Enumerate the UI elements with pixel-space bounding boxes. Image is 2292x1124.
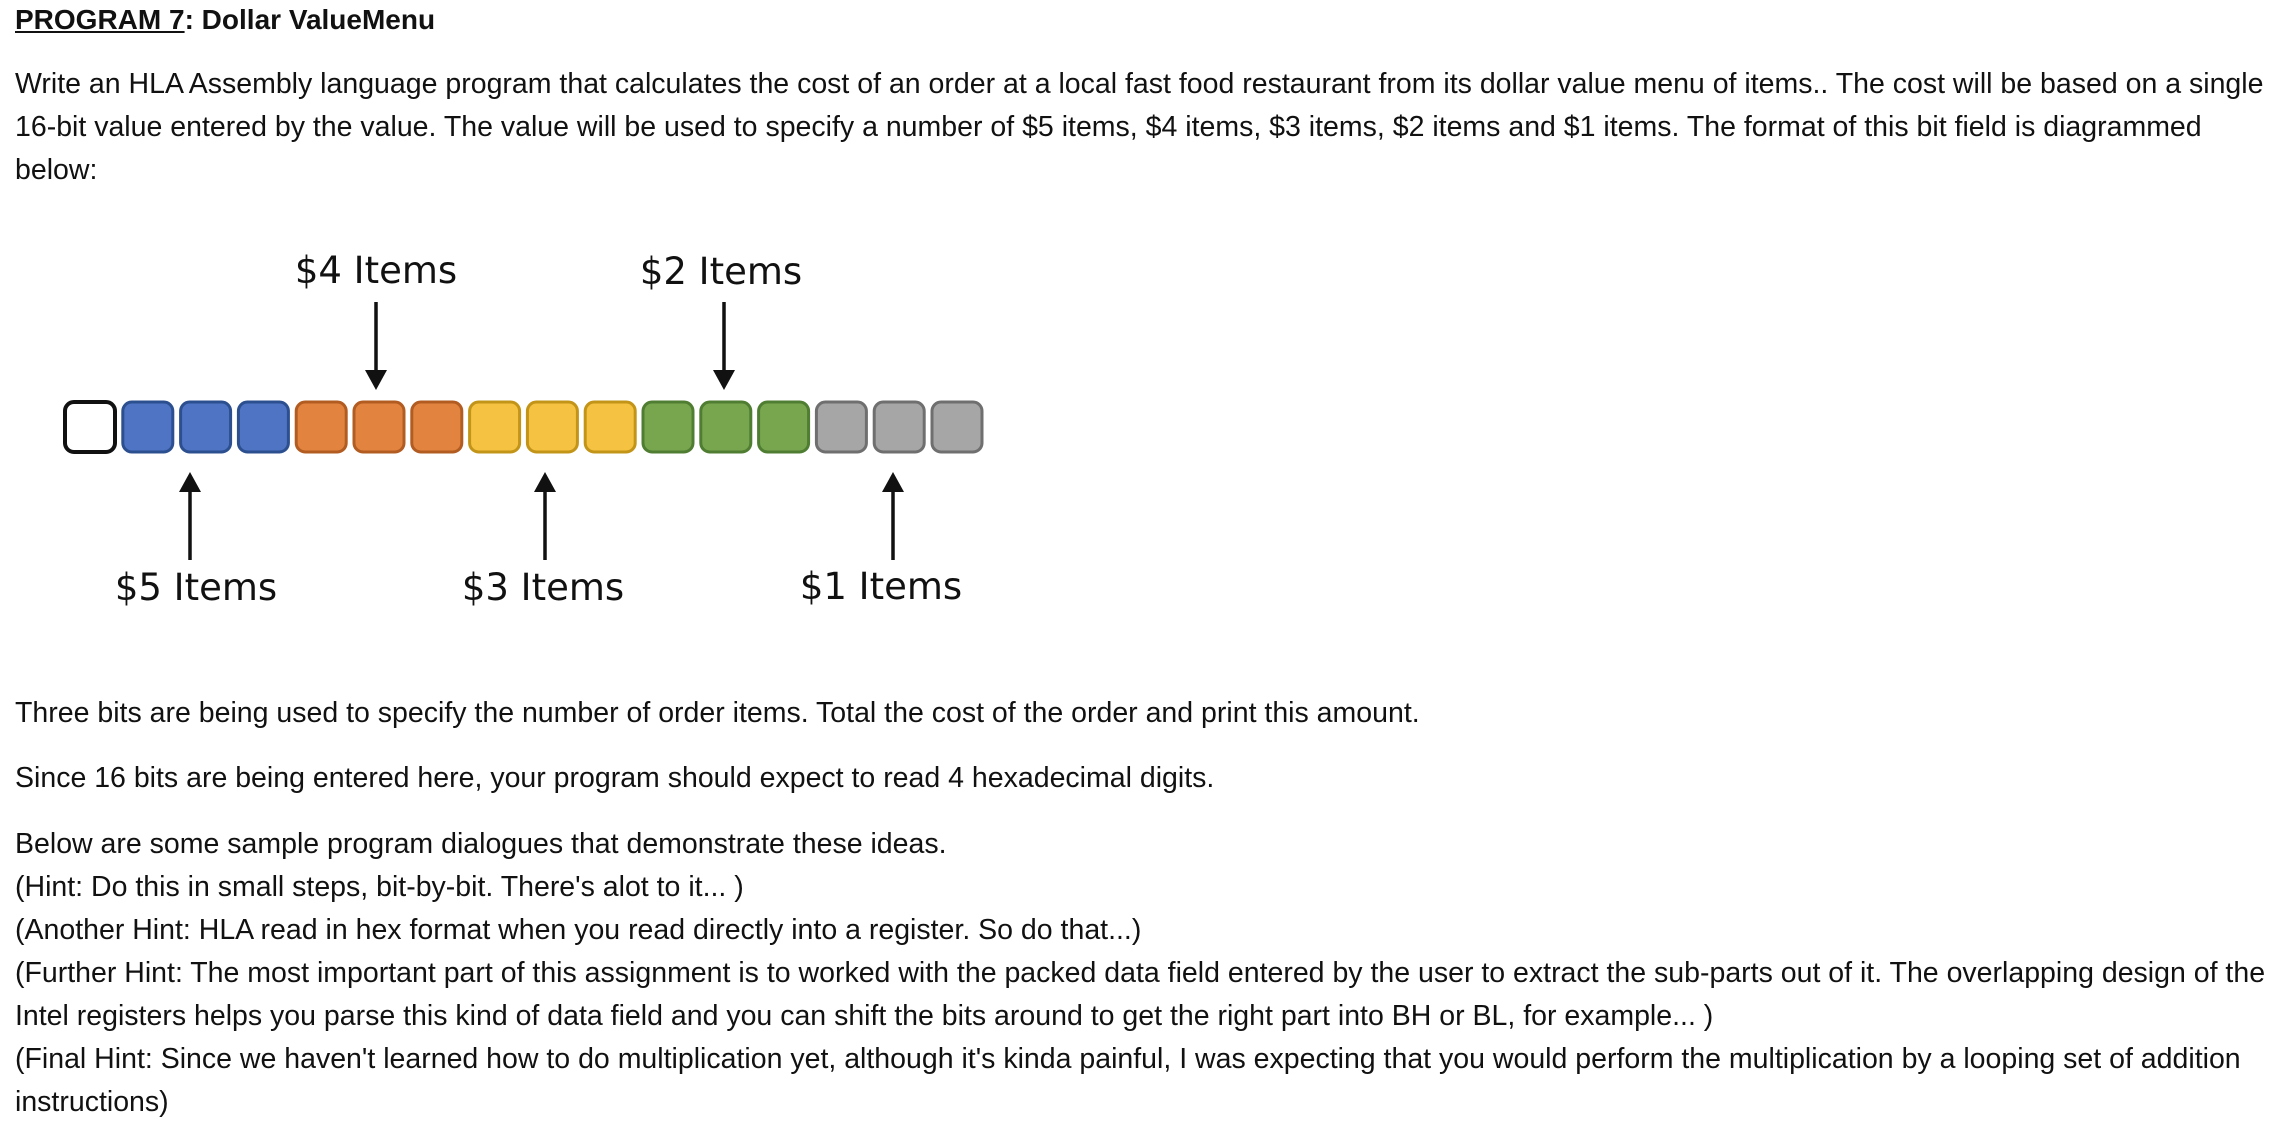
- bit-cell-five: [238, 402, 288, 452]
- label-5-items: $5 Items: [114, 566, 278, 609]
- arrow-1-items-head: [882, 472, 904, 492]
- bit-field-diagram: [15, 0, 1015, 640]
- final-hint-text: (Final Hint: Since we haven't learned how to do multiplication yet, although it's kinda painful, I was expecting that you would perform the multiplication by a looping set of addition instructions): [15, 1043, 2241, 1118]
- bit-cell-two: [701, 402, 751, 452]
- hint-text: (Hint: Do this in small steps, bit-by-bit. There's alot to it... ): [15, 871, 744, 903]
- label-4-items: $4 Items: [294, 249, 458, 292]
- sample-dialogues-text: Below are some sample program dialogues that demonstrate these ideas.: [15, 828, 947, 860]
- further-hint-text: (Further Hint: The most important part of this assignment is to worked with the packed data field entered by the user to extract the sub-parts out of it. The overlapping design of the Intel registers helps you parse this kind of data field and you can shift the bits around to get the right part into BH or BL, for example... ): [15, 957, 2266, 1032]
- three-bits-paragraph: Three bits are being used to specify the number of order items. Total the cost of the order and print this amount.: [15, 697, 1420, 729]
- bit-cell-one: [874, 402, 924, 452]
- label-1-items: $1 Items: [799, 565, 963, 608]
- intro-paragraph: Write an HLA Assembly language program that calculates the cost of an order at a local fast food restaurant from its dollar value menu of items.. The cost will be based on a single 16-bit value entered by the value. The value will be used to specify a number of $5 items, $4 items, $3 items, $2 items and $1 items. The format of this bit field is diagrammed below:: [15, 68, 2264, 186]
- heading-colon: :: [184, 4, 194, 35]
- hints-block: [15, 823, 2277, 1124]
- bit-cells: [65, 402, 982, 452]
- bit-cell-one: [932, 402, 982, 452]
- program-title: Dollar ValueMenu: [193, 4, 436, 35]
- arrow-4-items-head: [365, 370, 387, 390]
- label-2-items: $2 Items: [639, 250, 803, 293]
- bit-cell-four: [296, 402, 346, 452]
- sixteen-bits-paragraph: Since 16 bits are being entered here, your program should expect to read 4 hexadecimal digits.: [15, 762, 1215, 794]
- bit-cell-two: [759, 402, 809, 452]
- bit-cell-three: [527, 402, 577, 452]
- bit-cell-three: [470, 402, 520, 452]
- arrow-5-items-head: [179, 472, 201, 492]
- bit-cell-unused: [65, 402, 115, 452]
- bit-cell-five: [123, 402, 173, 452]
- bit-cell-one: [816, 402, 866, 452]
- bit-cell-four: [354, 402, 404, 452]
- bit-cell-five: [181, 402, 231, 452]
- bit-cell-three: [585, 402, 635, 452]
- another-hint-text: (Another Hint: HLA read in hex format when you read directly into a register. So do that...): [15, 914, 1142, 946]
- label-3-items: $3 Items: [461, 566, 625, 609]
- arrow-3-items-head: [534, 472, 556, 492]
- arrow-2-items-head: [713, 370, 735, 390]
- program-number: PROGRAM 7: [15, 4, 185, 35]
- bit-cell-two: [643, 402, 693, 452]
- bit-cell-four: [412, 402, 462, 452]
